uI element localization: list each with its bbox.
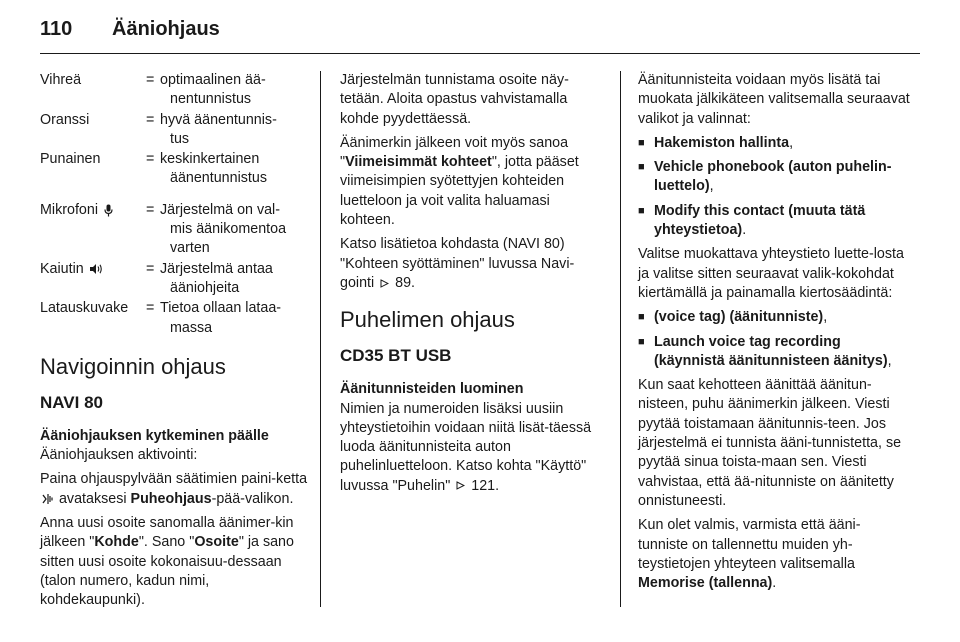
section-heading: Puhelimen ohjaus bbox=[340, 307, 515, 333]
section-subheading: CD35 BT USB bbox=[340, 346, 452, 366]
paragraph: Nimien ja numeroiden lisäksi uusiin yhteystietoihin voidaan niitä lisät-täessä luoda äänitunnisteita auton puhelinluetteloon. Katso kohta "Käyttö" luvussa "Puhelin" 121. bbox=[340, 400, 592, 494]
definition-row: Kaiutin = Järjestelmä antaa ääniohjeita bbox=[40, 260, 308, 299]
list-item: ■ Hakemiston hallinta, bbox=[638, 134, 910, 153]
definition-term: Oranssi bbox=[40, 111, 90, 128]
definition-term: Vihreä bbox=[40, 72, 82, 88]
paragraph: Kun olet valmis, varmista että ääni-tunniste on tallennettu muiden yh-teystietojen yhteyteen valitsemalla Memorise (tallenna). bbox=[638, 517, 861, 592]
column-divider bbox=[620, 71, 621, 607]
paragraph: Äänimerkin jälkeen voit myös sanoa "Viimeisimmät kohteet", jotta pääset viimeisimpien syötettyjen kohteiden luetteloon ja voit valita haluamasi kohteen. bbox=[340, 134, 579, 229]
subsection-title: Äänitunnisteiden luominen bbox=[340, 381, 524, 398]
speaker-icon bbox=[90, 263, 103, 275]
column-1 bbox=[40, 71, 308, 616]
menu-path-list bbox=[638, 134, 910, 240]
voice-control-icon bbox=[42, 493, 53, 505]
menu-path-list bbox=[638, 308, 910, 371]
paragraph: Katso lisätietoa kohdasta (NAVI 80) "Kohteen syöttäminen" luvussa Navi-gointi 89. bbox=[340, 236, 575, 291]
page-header bbox=[40, 18, 220, 41]
page-title: Ääniohjaus bbox=[112, 18, 220, 40]
definition-term: Punainen bbox=[40, 151, 101, 168]
column-divider bbox=[320, 71, 321, 607]
page-reference[interactable]: 89. bbox=[395, 274, 416, 291]
list-item: ■ Modify this contact (muuta tätä yhteystietoa). bbox=[638, 202, 910, 241]
column-2 bbox=[340, 71, 606, 501]
header-rule bbox=[40, 53, 920, 54]
column-3 bbox=[638, 71, 910, 598]
page-reference[interactable]: 121. bbox=[471, 477, 500, 494]
paragraph: Anna uusi osoite sanomalla äänimer-kin jälkeen "Kohde". Sano "Osoite" ja sano sitten uusi osoite kokonaisuu-dessaan (talon numero, kadun nimi, kohdekaupunki). bbox=[40, 515, 294, 609]
page-number: 110 bbox=[40, 18, 73, 40]
microphone-icon bbox=[104, 204, 113, 217]
definition-term: Kaiutin bbox=[40, 260, 146, 299]
definition-term: Latauskuvake bbox=[40, 300, 129, 317]
paragraph: Ääniohjauksen aktivointi: bbox=[40, 447, 198, 464]
definition-row: Vihreä = optimaalinen ää- nentunnistus bbox=[40, 71, 308, 110]
paragraph: Järjestelmän tunnistama osoite näy-tetään. Aloita opastus vahvistamalla kohde pyydettäessä. bbox=[340, 72, 569, 127]
definition-list bbox=[40, 71, 308, 338]
list-item: ■ Launch voice tag recording (käynnistä äänitunnisteen äänitys), bbox=[638, 333, 910, 372]
page-reference-icon bbox=[380, 279, 389, 288]
paragraph: Kun saat kehotteen äänittää äänitun-nisteen, puhu äänimerkin jälkeen. Viesti pyytää toistamaan äänitunnis-teen. Jos järjestelmä ei tunnista ääni-tunnistetta, se pyytää sinua toista-maan sen. Viesti vahvistaa, että ää-nitunniste on äänitetty onnistuneesti. bbox=[638, 377, 902, 509]
list-item: ■ (voice tag) (äänitunniste), bbox=[638, 308, 910, 327]
section-subheading: NAVI 80 bbox=[40, 392, 103, 412]
page-reference-icon bbox=[456, 481, 465, 490]
paragraph: Valitse muokattava yhteystieto luette-losta ja valitse sitten seuraavat valik-kokohdat kiertämällä ja painamalla kiertosäädintä: bbox=[638, 246, 904, 301]
section-heading: Navigoinnin ohjaus bbox=[40, 353, 226, 379]
list-item: ■ Vehicle phonebook (auton puhelin-luettelo), bbox=[638, 158, 910, 197]
definition-row: Oranssi = hyvä äänentunnis- tus bbox=[40, 111, 308, 150]
paragraph: Äänitunnisteita voidaan myös lisätä tai muokata jälkikäteen valitsemalla seuraavat valikot ja valinnat: bbox=[638, 72, 910, 127]
subsection-title: Ääniohjauksen kytkeminen päälle bbox=[40, 427, 269, 444]
definition-term: Mikrofoni bbox=[40, 201, 146, 259]
definition-row: Latauskuvake = Tietoa ollaan lataa- massa bbox=[40, 299, 308, 338]
paragraph: Paina ohjauspylvään säätimien paini-ketta avataksesi Puheohjaus-pää-valikon. bbox=[40, 471, 308, 507]
definition-row: Mikrofoni = Järjestelmä on val- mis äänikomentoa varten bbox=[40, 201, 308, 259]
definition-row: Punainen = keskinkertainen äänentunnistus bbox=[40, 150, 308, 189]
